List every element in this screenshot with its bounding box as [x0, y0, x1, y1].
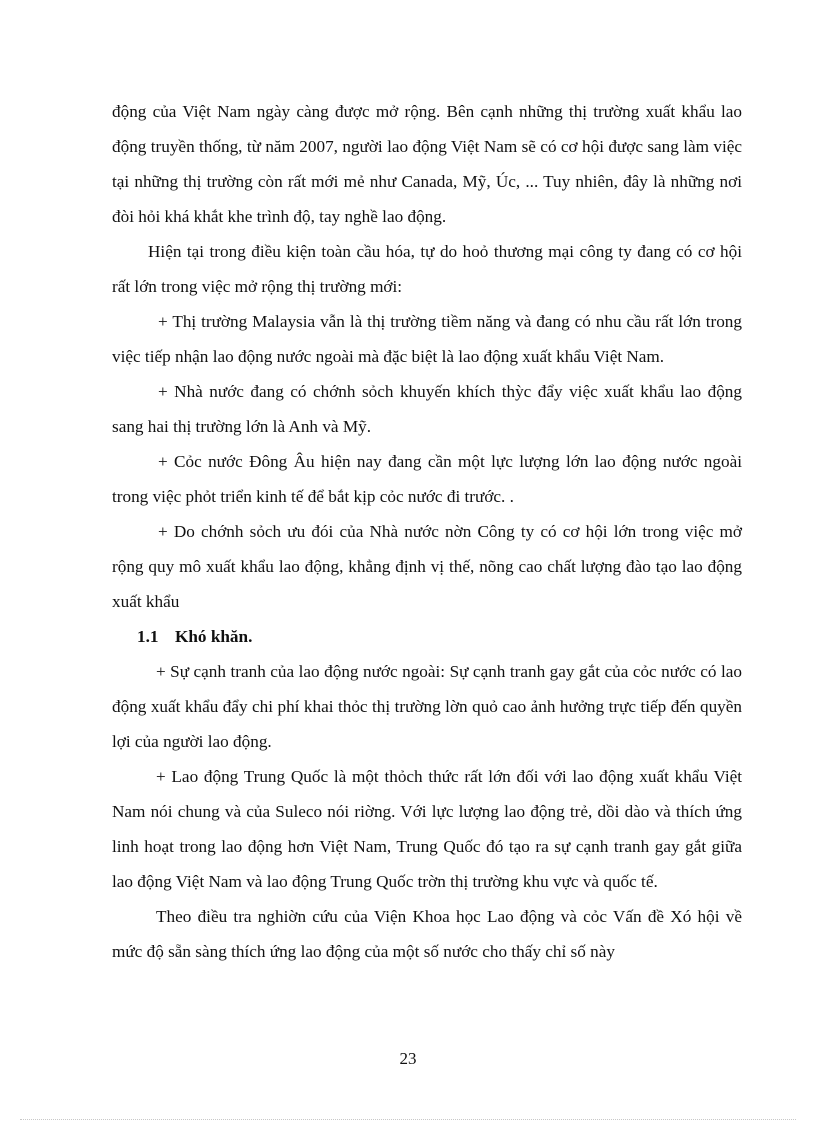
bullet-paragraph: + Thị trường Malaysia vẫn là thị trường tiềm năng và đang có nhu cầu rất lớn trong việc tiếp nhận lao động nước ngoài mà đặc biệt là lao động xuất khẩu Việt Nam. — [112, 312, 742, 366]
bullet-paragraph: + Nhà nước đang có chớnh sỏch khuyến khích thỳc đẩy việc xuất khẩu lao động sang hai thị trường lớn là Anh và Mỹ. — [112, 382, 742, 436]
bullet-paragraph: + Do chớnh sỏch ưu đói của Nhà nước nờn Công ty có cơ hội lớn trong việc mở rộng quy mô xuất khẩu lao động, khẳng định vị thế, nõng cao chất lượng đào tạo lao động xuất khẩu — [112, 522, 742, 611]
bullet-paragraph: + Lao động Trung Quốc là một thỏch thức rất lớn đối với lao động xuất khẩu Việt Nam nói chung và của Suleco nói riờng. Với lực lượng lao động trẻ, dồi dào và thích ứng linh hoạt trong lao động hơn Việt Nam, Trung Quốc đó tạo ra sự cạnh tranh gay gắt giữa lao động Việt Nam và lao động Trung Quốc trờn thị trường khu vực và quốc tế. — [112, 767, 742, 891]
page-number: 23 — [399, 1049, 417, 1068]
bullet-paragraph: + Sự cạnh tranh của lao động nước ngoài: Sự cạnh tranh gay gắt của cỏc nước có lao động xuất khẩu đẩy chi phí khai thỏc thị trường lờn quỏ cao ảnh hưởng trực tiếp đến quyền lợi của người lao động. — [112, 662, 742, 751]
paragraph: Theo điều tra nghiờn cứu của Viện Khoa học Lao động và cỏc Vấn đề Xó hội về mức độ sẵn sàng thích ứng lao động của một số nước cho thấy chỉ số này — [112, 907, 742, 961]
paragraph: Hiện tại trong điều kiện toàn cầu hóa, tự do hoỏ thương mại công ty đang có cơ hội rất lớn trong việc mở rộng thị trường mới: — [112, 242, 742, 296]
section-number: 1.1 — [137, 627, 159, 646]
paragraph: động của Việt Nam ngày càng được mở rộng. Bên cạnh những thị trường xuất khẩu lao động truyền thống, từ năm 2007, người lao động Việt Nam sẽ có cơ hội được sang làm việc tại những thị trường còn rất mới mẻ như Canada, Mỹ, Úc, ... Tuy nhiên, đây là những nơi đòi hỏi khá khắt khe trình độ, tay nghề lao động. — [112, 102, 742, 226]
page-body — [112, 94, 742, 969]
section-title: Khó khăn. — [175, 627, 253, 646]
section-heading — [137, 619, 742, 654]
bullet-paragraph: + Cỏc nước Đông Âu hiện nay đang cần một lực lượng lớn lao động nước ngoài trong việc phỏt triển kinh tế để bắt kịp cỏc nước đi trước. . — [112, 452, 742, 506]
page-border-divider — [20, 1119, 796, 1120]
